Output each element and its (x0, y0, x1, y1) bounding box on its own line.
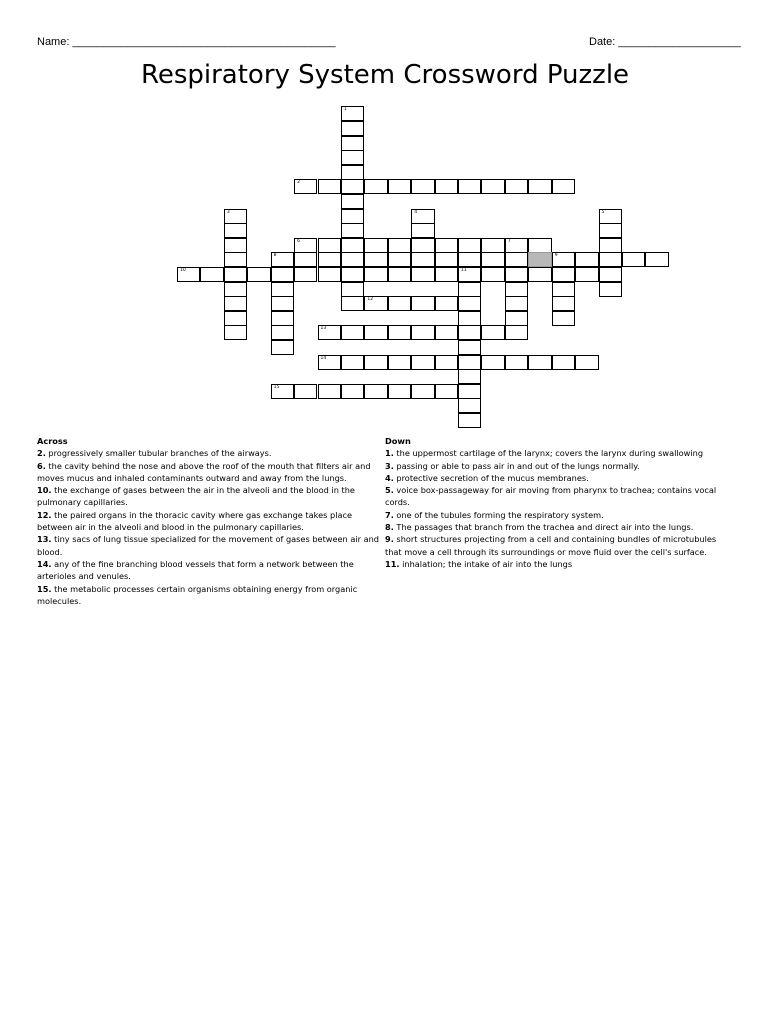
grid-cell[interactable] (411, 238, 434, 253)
grid-cell[interactable] (341, 267, 364, 282)
grid-cell[interactable] (318, 238, 341, 253)
grid-cell[interactable] (364, 325, 387, 340)
cell-number: 1 (343, 107, 347, 113)
grid-cell[interactable] (528, 179, 551, 194)
grid-cell[interactable] (271, 384, 294, 399)
clue-number: 15. (37, 583, 52, 594)
grid-cell[interactable] (388, 238, 411, 253)
cell-number: 15 (273, 384, 280, 390)
grid-cell[interactable] (435, 267, 458, 282)
clue-text: passing or able to pass air in and out of the lungs normally. (396, 460, 640, 471)
grid-cell[interactable] (388, 296, 411, 311)
clue-number: 3. (385, 460, 394, 471)
grid-cell[interactable] (599, 238, 622, 253)
grid-cell[interactable] (505, 179, 528, 194)
grid-cell[interactable] (224, 282, 247, 297)
grid-cell[interactable] (458, 325, 481, 340)
grid-cell[interactable] (294, 384, 317, 399)
grid-cell[interactable] (575, 267, 598, 282)
grid-cell[interactable] (388, 252, 411, 267)
grid-cell[interactable] (294, 252, 317, 267)
grid-cell[interactable] (505, 296, 528, 311)
clue-text: protective secretion of the mucus membranes. (396, 472, 589, 483)
across-clue-4 (37, 533, 382, 558)
cell-number: 14 (320, 355, 327, 361)
grid-cell[interactable] (458, 311, 481, 326)
grid-cell[interactable] (318, 179, 341, 194)
grid-cell[interactable] (435, 325, 458, 340)
down-clue-4 (385, 509, 735, 521)
grid-cell[interactable] (224, 267, 247, 282)
cell-number: 12 (367, 297, 374, 303)
grid-cell[interactable] (458, 267, 481, 282)
clue-number: 11. (385, 558, 400, 569)
grid-cell[interactable] (505, 282, 528, 297)
clue-text: one of the tubules forming the respiratory system. (396, 509, 604, 520)
grid-cell[interactable] (341, 296, 364, 311)
grid-cell[interactable] (552, 282, 575, 297)
cell-number: 11 (461, 268, 467, 273)
clue-number: 7. (385, 509, 394, 520)
down-clue-5 (385, 521, 735, 533)
clue-number: 6. (37, 460, 46, 471)
grid-cell[interactable] (505, 311, 528, 326)
across-clue-5 (37, 558, 382, 583)
grid-cell[interactable] (458, 179, 481, 194)
grid-cell[interactable] (552, 179, 575, 194)
clue-text: voice box-passageway for air moving from pharynx to trachea; contains vocal cords. (385, 485, 717, 508)
across-clue-0 (37, 447, 382, 459)
down-clue-0 (385, 447, 735, 459)
down-clue-3 (385, 484, 735, 509)
grid-cell[interactable] (599, 252, 622, 267)
grid-cell[interactable] (435, 296, 458, 311)
crossword-grid (0, 0, 770, 440)
grid-cell[interactable] (458, 238, 481, 253)
clue-text: short structures projecting from a cell and containing bundles of microtubules that move a cell through its surroundings or move fluid over the cell's surface. (385, 534, 717, 557)
across-clue-1 (37, 460, 382, 485)
grid-cell[interactable] (364, 252, 387, 267)
cell-number: 5 (601, 209, 605, 215)
cell-number: 2 (297, 180, 300, 186)
grid-cell[interactable] (505, 267, 528, 282)
clue-number: 14. (37, 558, 52, 569)
clue-text: The passages that branch from the trachea and direct air into the lungs. (396, 522, 694, 533)
clue-number: 10. (37, 485, 52, 496)
across-clue-2 (37, 484, 382, 509)
down-clue-6 (385, 533, 735, 558)
clue-number: 12. (37, 509, 52, 520)
cell-number: 6 (297, 238, 300, 244)
grid-cell[interactable] (341, 165, 364, 180)
grid-cell[interactable] (411, 384, 434, 399)
grid-cell[interactable] (341, 121, 364, 136)
clue-text: the paired organs in the thoracic cavity where gas exchange takes place between air in the alveoli and blood in the pulmonary capillaries. (37, 509, 353, 533)
grid-cell[interactable] (458, 252, 481, 267)
grid-cell[interactable] (364, 179, 387, 194)
grid-cell[interactable] (224, 238, 247, 253)
grid-cell[interactable] (271, 267, 294, 282)
grid-cell[interactable] (411, 325, 434, 340)
grid-cell[interactable] (575, 355, 598, 370)
grid-cell[interactable] (435, 238, 458, 253)
grid-cell[interactable] (271, 311, 294, 326)
grid-cell[interactable] (294, 238, 317, 253)
grid-cell[interactable] (224, 252, 247, 267)
grid-cell[interactable] (458, 340, 481, 355)
clue-number: 13. (37, 534, 52, 545)
grid-cell[interactable] (575, 252, 598, 267)
across-clue-list (37, 447, 382, 607)
grid-cell[interactable] (528, 267, 551, 282)
grid-cell[interactable] (411, 179, 434, 194)
grid-cell[interactable] (271, 252, 294, 267)
clue-number: 5. (385, 485, 394, 496)
grid-cell[interactable] (341, 209, 364, 224)
grid-cell[interactable] (364, 384, 387, 399)
grid-cell[interactable] (341, 223, 364, 238)
grid-cell[interactable] (435, 355, 458, 370)
clue-text: inhalation; the intake of air into the lungs (402, 558, 573, 569)
clue-number: 1. (385, 448, 394, 459)
grid-cell[interactable] (505, 252, 528, 267)
grid-cell[interactable] (411, 267, 434, 282)
down-clue-list (385, 447, 735, 570)
grid-cell[interactable] (505, 325, 528, 340)
grid-cell[interactable] (458, 384, 481, 399)
grid-cell[interactable] (599, 267, 622, 282)
grid-cell[interactable] (388, 179, 411, 194)
grid-cell[interactable] (318, 355, 341, 370)
grid-cell[interactable] (341, 238, 364, 253)
page-title: Respiratory System Crossword Puzzle (140, 60, 630, 90)
grid-cell[interactable] (364, 267, 387, 282)
grid-cell[interactable] (622, 252, 645, 267)
grid-cell[interactable] (481, 267, 504, 282)
grid-cell[interactable] (341, 252, 364, 267)
clue-number: 9. (385, 534, 394, 545)
grid-cell[interactable] (224, 325, 247, 340)
clue-number: 8. (385, 522, 394, 533)
grid-cell[interactable] (224, 223, 247, 238)
grid-cell[interactable] (528, 355, 551, 370)
grid-cell[interactable] (388, 267, 411, 282)
grid-cell[interactable] (435, 179, 458, 194)
down-clue-1 (385, 460, 735, 472)
grid-cell[interactable] (458, 355, 481, 370)
clue-text: the exchange of gases between the air in the alveoli and the blood in the pulmonary capillaries. (37, 485, 355, 508)
grid-cell[interactable] (341, 355, 364, 370)
cell-number: 3 (226, 209, 230, 215)
grid-cell[interactable] (318, 252, 341, 267)
grid-cell[interactable] (411, 209, 434, 224)
grid-cell[interactable] (552, 252, 575, 267)
grid-cell[interactable] (411, 296, 434, 311)
grid-cell[interactable] (318, 384, 341, 399)
grid-cell[interactable] (294, 267, 317, 282)
grid-cell[interactable] (224, 296, 247, 311)
across-clue-3 (37, 509, 382, 534)
grid-cell[interactable] (599, 282, 622, 297)
grid-cell[interactable] (341, 325, 364, 340)
date-field-line: Date: ____________________ (589, 36, 741, 48)
grid-cell[interactable] (364, 296, 387, 311)
grid-cell[interactable] (458, 369, 481, 384)
grid-cell[interactable] (318, 267, 341, 282)
grid-cell[interactable] (411, 223, 434, 238)
down-clue-7 (385, 558, 735, 570)
clue-text: tiny sacs of lung tissue specialized for the movement of gases between air and blood. (37, 534, 380, 557)
grid-cell[interactable] (411, 355, 434, 370)
grid-cell[interactable] (364, 355, 387, 370)
grid-cell[interactable] (271, 325, 294, 340)
grid-cell[interactable] (528, 238, 551, 253)
cell-number: 10 (180, 268, 186, 273)
clue-text: any of the fine branching blood vessels that form a network between the arterioles and venules. (37, 558, 354, 582)
grid-cell[interactable] (200, 267, 223, 282)
grid-cell[interactable] (341, 150, 364, 165)
grid-cell[interactable] (364, 238, 387, 253)
grid-cell[interactable] (388, 384, 411, 399)
cell-number: 8 (273, 253, 277, 259)
grid-cell[interactable] (599, 223, 622, 238)
grid-cell[interactable] (341, 106, 364, 121)
down-clues (385, 435, 735, 570)
across-clue-6 (37, 583, 382, 608)
grid-cell[interactable] (481, 325, 504, 340)
grid-cell[interactable] (552, 355, 575, 370)
grid-cell[interactable] (458, 282, 481, 297)
grid-cell[interactable] (341, 194, 364, 209)
grid-cell[interactable] (481, 179, 504, 194)
grid-cell[interactable] (599, 209, 622, 224)
grid-cell[interactable] (552, 311, 575, 326)
down-heading: Down (385, 436, 411, 446)
grid-cell[interactable] (341, 384, 364, 399)
grid-cell[interactable] (341, 282, 364, 297)
cell-number: 9 (554, 253, 558, 259)
cell-number: 4 (414, 209, 418, 215)
grid-cell[interactable] (458, 296, 481, 311)
grid-cell[interactable] (458, 413, 481, 428)
down-clue-2 (385, 472, 735, 484)
grid-cell[interactable] (552, 296, 575, 311)
grid-cell[interactable] (435, 384, 458, 399)
cell-number: 13 (320, 326, 327, 332)
grid-cell[interactable] (388, 325, 411, 340)
grid-cell[interactable] (341, 179, 364, 194)
grid-cell[interactable] (505, 238, 528, 253)
cell-number: 7 (507, 238, 511, 244)
grid-cell[interactable] (481, 238, 504, 253)
name-field-line: Name: ___________________________________________ (37, 36, 336, 48)
across-clues (37, 435, 382, 607)
grid-cell[interactable] (552, 267, 575, 282)
grid-cell[interactable] (177, 267, 200, 282)
grid-cell[interactable] (458, 398, 481, 413)
shaded-cell[interactable] (528, 252, 551, 267)
grid-cell[interactable] (411, 252, 434, 267)
grid-cell[interactable] (224, 209, 247, 224)
clue-number: 4. (385, 472, 394, 483)
grid-cell[interactable] (224, 311, 247, 326)
grid-cell[interactable] (481, 355, 504, 370)
grid-cell[interactable] (271, 282, 294, 297)
grid-cell[interactable] (341, 136, 364, 151)
grid-cell[interactable] (318, 325, 341, 340)
grid-cell[interactable] (481, 252, 504, 267)
clue-text: the cavity behind the nose and above the roof of the mouth that filters air and moves mucus and inhaled contaminants outward and away from the lungs. (37, 460, 371, 483)
clue-text: the uppermost cartilage of the larynx; covers the larynx during swallowing (396, 448, 704, 459)
clue-text: progressively smaller tubular branches of the airways. (48, 448, 272, 459)
across-heading: Across (37, 436, 68, 446)
grid-cell[interactable] (388, 355, 411, 370)
clue-text: the metabolic processes certain organisms obtaining energy from organic molecules. (37, 583, 358, 606)
grid-cell[interactable] (294, 179, 317, 194)
grid-cell[interactable] (505, 355, 528, 370)
clue-number: 2. (37, 448, 46, 459)
grid-cell[interactable] (645, 252, 668, 267)
grid-cell[interactable] (271, 296, 294, 311)
grid-cell[interactable] (271, 340, 294, 355)
grid-cell[interactable] (247, 267, 270, 282)
grid-cell[interactable] (435, 252, 458, 267)
